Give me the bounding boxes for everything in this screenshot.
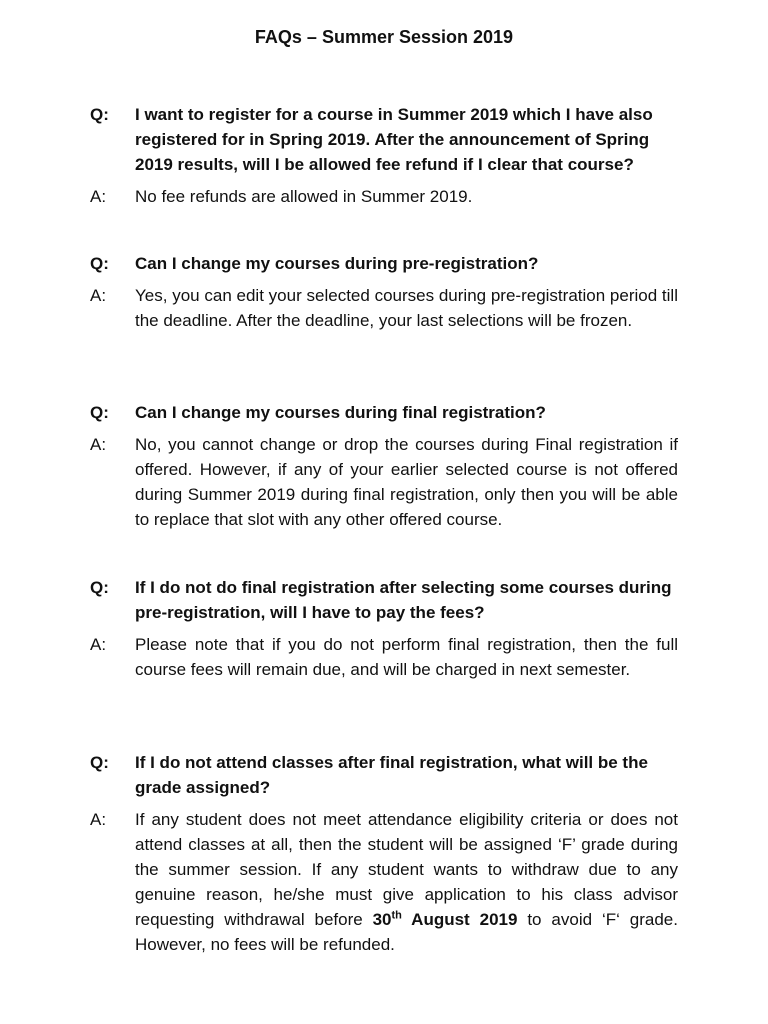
faq-item-1 [90, 102, 678, 209]
answer-text: Yes, you can edit your selected courses during pre-registration period till the deadline. After the deadline, your last selections will be frozen. [135, 286, 678, 330]
answer-text-part-1: If any student does not meet attendance eligibility criteria or does not attend classes at all, then the student will be assigned ‘F’ grade during the summer session. If any student wants to withdraw due to any genuine reason, he/she must give application to his class advisor requesting withdrawal before [135, 810, 678, 929]
question-row [90, 102, 678, 177]
faq-item-5 [90, 750, 678, 957]
question-text: I want to register for a course in Summer 2019 which I have also registered for in Spring 2019. After the announcement of Spring 2019 results, will I be allowed fee refund if I clear that course? [135, 105, 653, 174]
answer-marker: A: [90, 435, 107, 454]
answer-row [90, 283, 678, 333]
question-row [90, 400, 678, 425]
question-marker: Q: [90, 753, 109, 772]
question-row [90, 251, 678, 276]
question-marker: Q: [90, 578, 109, 597]
answer-marker: A: [90, 187, 107, 206]
question-row [90, 750, 678, 800]
faq-item-4 [90, 575, 678, 682]
faq-item-3 [90, 400, 678, 532]
question-row [90, 575, 678, 625]
answer-text: No fee refunds are allowed in Summer 2019. [135, 187, 473, 206]
answer-marker: A: [90, 810, 107, 829]
answer-text: Please note that if you do not perform final registration, then the full course fees will remain due, and will be charged in next semester. [135, 635, 678, 679]
deadline-day-suffix: th [391, 909, 402, 922]
answer-marker: A: [90, 286, 107, 305]
answer-row [90, 432, 678, 532]
question-marker: Q: [90, 105, 109, 124]
deadline-month-year: August 2019 [401, 910, 518, 929]
question-text: Can I change my courses during pre-registration? [135, 254, 539, 273]
question-text: If I do not do final registration after selecting some courses during pre-registration, will I have to pay the fees? [135, 578, 672, 622]
answer-text: No, you cannot change or drop the courses during Final registration if offered. However, if any of your earlier selected course is not offered during Summer 2019 during final registration, only then you will be able to replace that slot with any other offered course. [135, 435, 678, 529]
faq-item-2 [90, 251, 678, 333]
answer-text-part-2: to avoid ‘F‘ grade. However, no fees will be refunded. [135, 910, 678, 954]
question-text: If I do not attend classes after final registration, what will be the grade assigned? [135, 753, 648, 797]
page-title: FAQs – Summer Session 2019 [254, 27, 514, 47]
question-marker: Q: [90, 403, 109, 422]
answer-marker: A: [90, 635, 107, 654]
deadline-day: 30 [372, 910, 392, 929]
answer-row [90, 807, 678, 957]
question-marker: Q: [90, 254, 109, 273]
answer-row [90, 184, 678, 209]
deadline-date [373, 910, 518, 929]
answer-text [135, 807, 678, 957]
question-text: Can I change my courses during final registration? [135, 403, 546, 422]
answer-row [90, 632, 678, 682]
